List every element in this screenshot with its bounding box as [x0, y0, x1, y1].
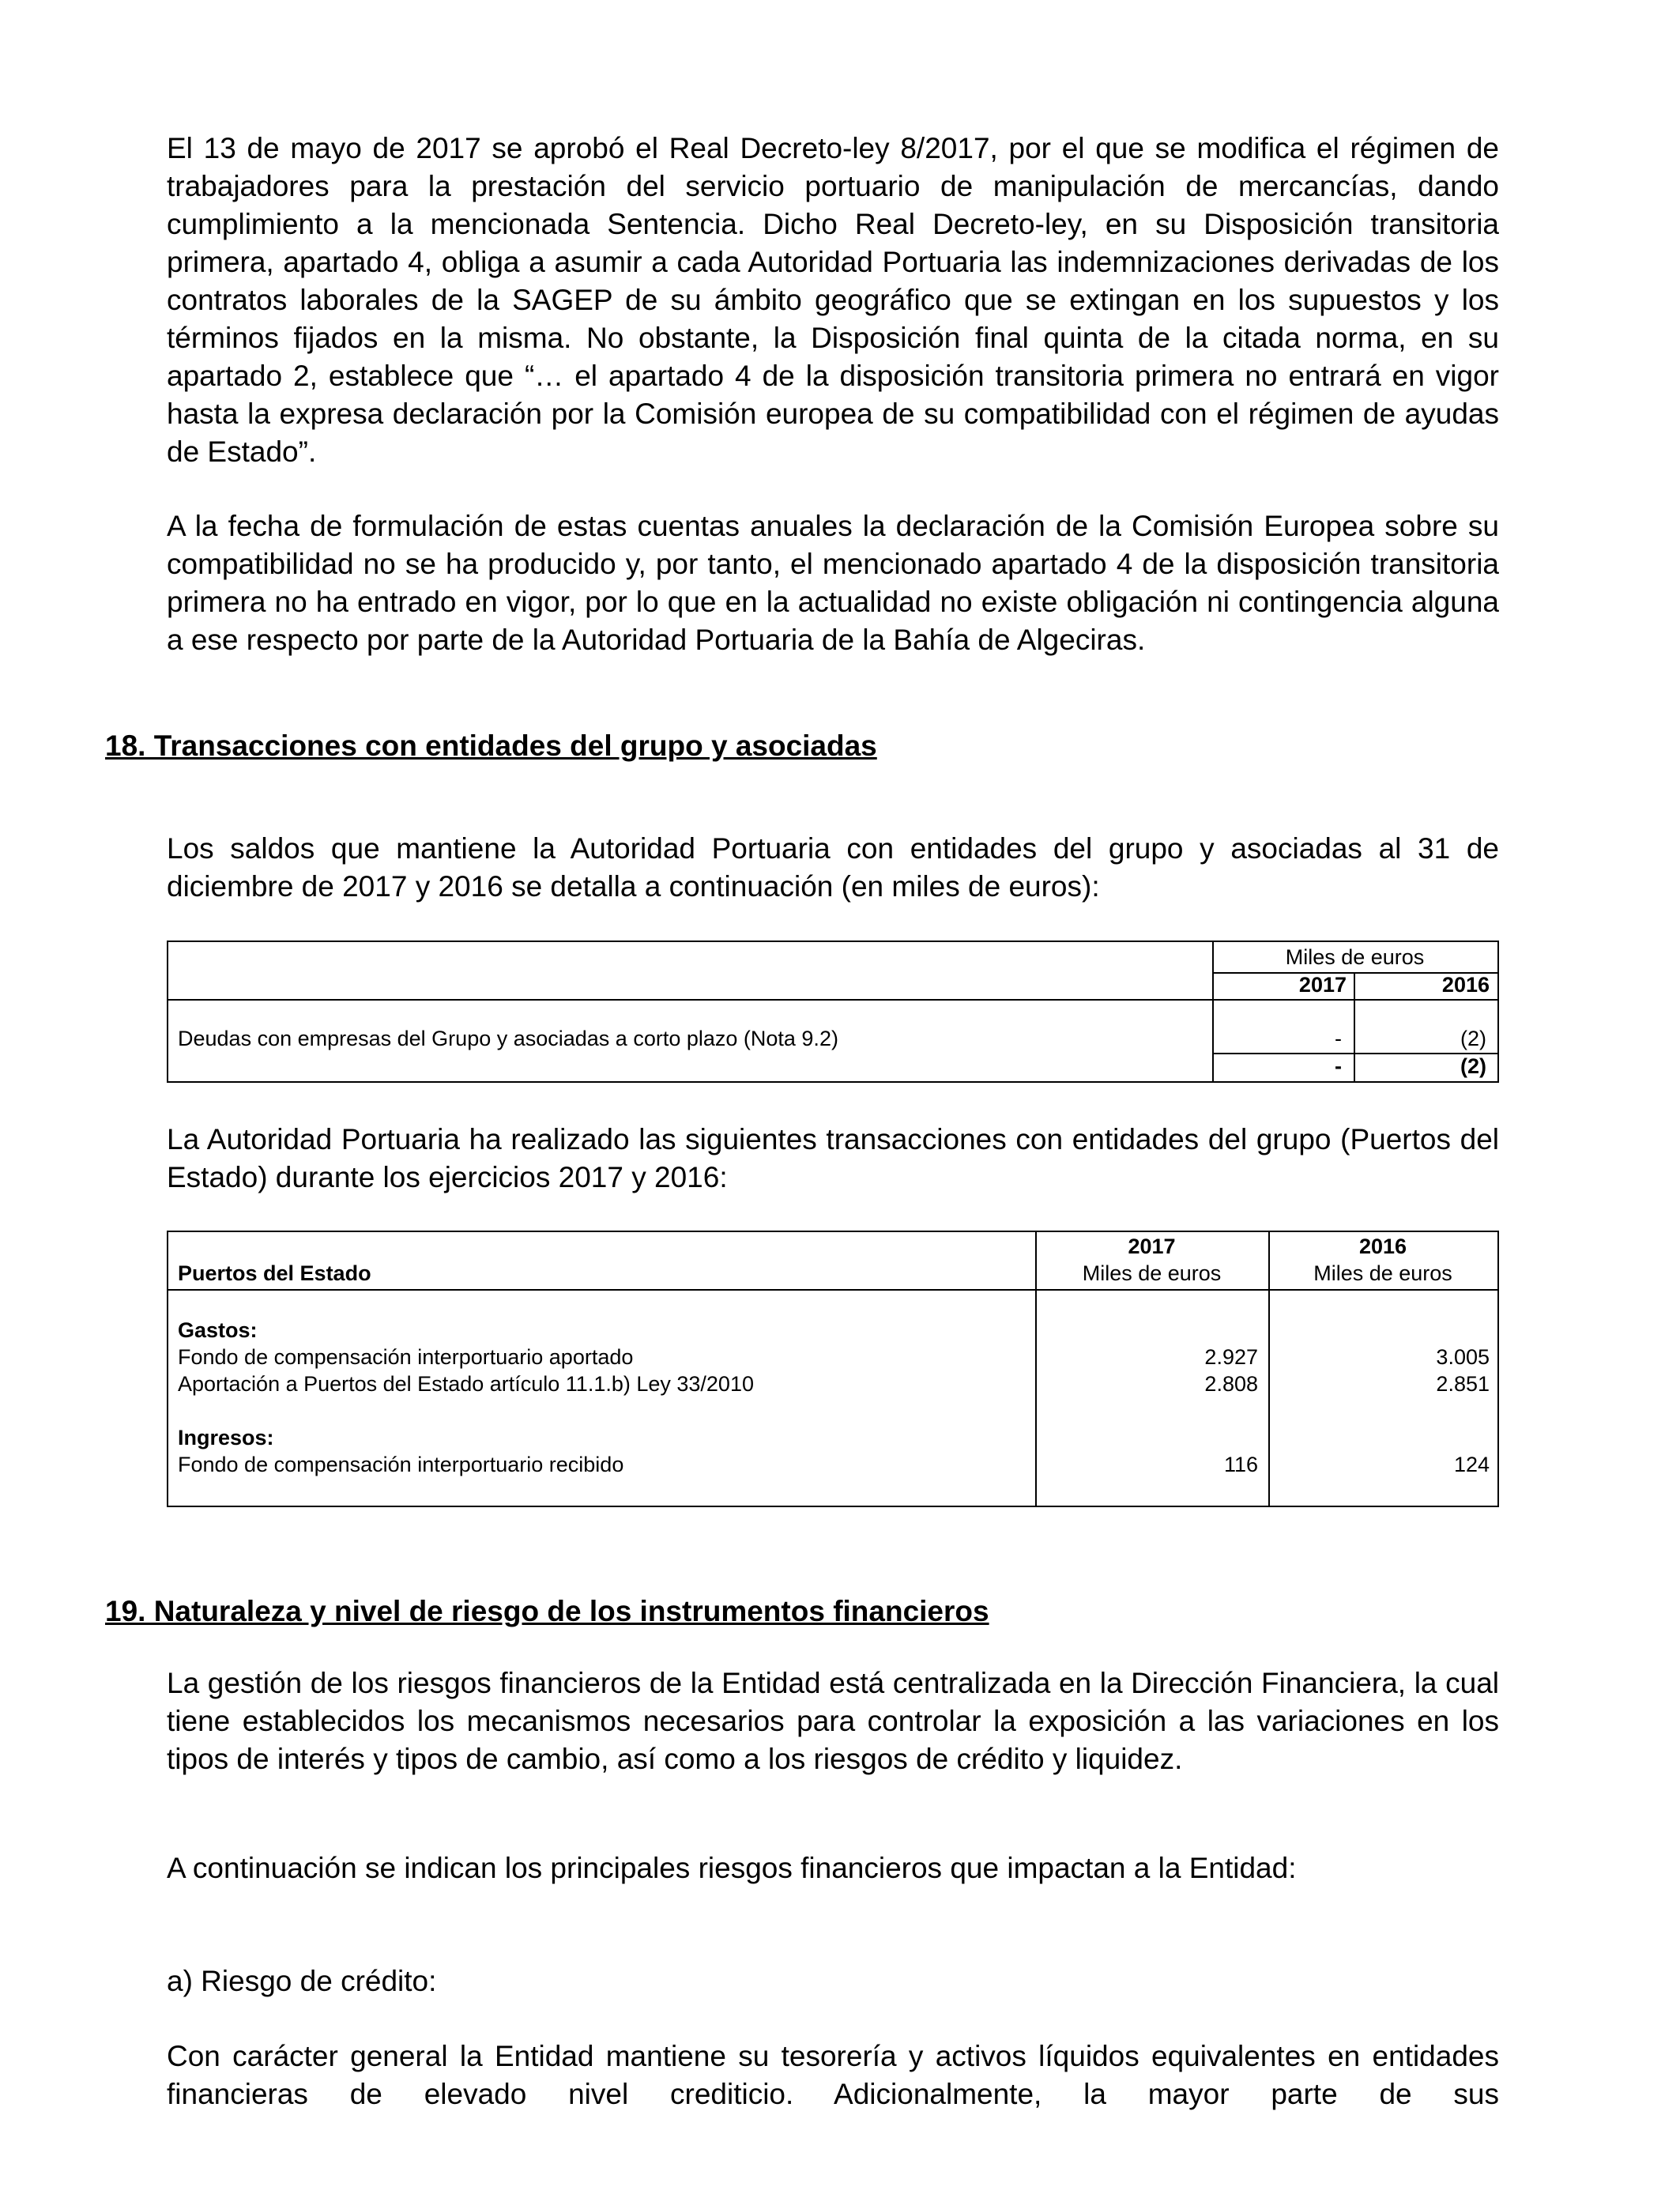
paragraph-caracter-general: Con carácter general la Entidad mantiene su tesorería y activos líquidos equivalentes en entidades financieras de elevado nivel crediticio. Adicionalmente, la mayor parte de sus: [167, 2040, 1499, 2110]
table1-header-group: Miles de euros: [1285, 945, 1425, 969]
paragraph-gestion-riesgos: La gestión de los riesgos financieros de la Entidad está centralizada en la Dirección Financiera, la cual tiene establecidos los mecanismos necesarios para controlar la exposición a las variaciones en los tipos de interés y tipos de cambio, así como a los riesgos de crédito y liquidez.: [167, 1667, 1499, 1775]
transactions-table: [167, 1231, 1499, 1507]
table1-header-2016: 2016: [1441, 973, 1490, 997]
paragraph-transacciones: La Autoridad Portuaria ha realizado las siguientes transacciones con entidades del grupo (Puertos del Estado) durante los ejercicios 2017 y 2016:: [167, 1123, 1499, 1193]
paragraph-fecha-formulacion: A la fecha de formulación de estas cuentas anuales la declaración de la Comisión Europea sobre su compatibilidad no se ha producido y, por tanto, el mencionado apartado 4 de la disposición transitoria primera no ha entrado en vigor, por lo que en la actualidad no existe obligación ni contingencia alguna a ese respecto por parte de la Autoridad Portuaria de la Bahía de Algeciras.: [167, 510, 1499, 656]
subheading-riesgo-credito: a) Riesgo de crédito:: [167, 1965, 437, 1997]
table2-ingresos-row-2016: 124: [1453, 1453, 1490, 1476]
table2-title: Puertos del Estado: [178, 1261, 371, 1285]
table1-total-2016: (2): [1460, 1054, 1486, 1078]
table1-header-2017: 2017: [1298, 973, 1347, 997]
paragraph-principales-riesgos: A continuación se indican los principales riesgos financieros que impactan a la Entidad:: [167, 1852, 1297, 1884]
table2-header-year-2016: 2016: [1358, 1235, 1407, 1258]
paragraph-saldos: Los saldos que mantiene la Autoridad Portuaria con entidades del grupo y asociadas al 31 de diciembre de 2017 y 2016 se detalla a continuación (en miles de euros):: [167, 832, 1499, 903]
table2-gastos-row-2017: 2.927: [1204, 1345, 1258, 1369]
table2-header-unit-2017: Miles de euros: [1082, 1261, 1222, 1285]
table2-gastos-row-label: Aportación a Puertos del Estado artículo 11.1.b) Ley 33/2010: [178, 1372, 754, 1396]
section-heading-18: 18. Transacciones con entidades del grupo y asociadas: [105, 729, 877, 762]
table2-ingresos-label: Ingresos:: [178, 1426, 274, 1449]
paragraph-real-decreto: El 13 de mayo de 2017 se aprobó el Real Decreto-ley 8/2017, por el que se modifica el régimen de trabajadores para la prestación del servicio portuario de manipulación de mercancías, dando cumplimiento a la mencionada Sentencia. Dicho Real Decreto-ley, en su Disposición transitoria primera, apartado 4, obliga a asumir a cada Autoridad Portuaria las indemnizaciones derivadas de los contratos laborales de la SAGEP de su ámbito geográfico que se extingan en los supuestos y los términos fijados en la misma. No obstante, la Disposición final quinta de la citada norma, en su apartado 2, establece que “… el apartado 4 de la disposición transitoria primera no entrará en vigor hasta la expresa declaración por la Comisión europea de su compatibilidad con el régimen de ayudas de Estado”.: [167, 132, 1499, 468]
table2-gastos-row-2016: 3.005: [1436, 1345, 1490, 1369]
table2-ingresos-row-label: Fondo de compensación interportuario recibido: [178, 1453, 624, 1476]
table2-header-unit-2016: Miles de euros: [1313, 1261, 1452, 1285]
balances-table: [167, 941, 1499, 1083]
table2-gastos-row-label: Fondo de compensación interportuario aportado: [178, 1345, 634, 1369]
table2-header-year-2017: 2017: [1128, 1235, 1176, 1258]
table1-row-label: Deudas con empresas del Grupo y asociadas a corto plazo (Nota 9.2): [178, 1027, 838, 1050]
table2-ingresos-row-2017: 116: [1223, 1453, 1258, 1476]
table2-gastos-row-2017: 2.808: [1204, 1372, 1258, 1396]
table2-gastos-row-2016: 2.851: [1436, 1372, 1490, 1396]
table1-row-2016: (2): [1460, 1027, 1486, 1050]
section-heading-19: 19. Naturaleza y nivel de riesgo de los instrumentos financieros: [105, 1595, 989, 1627]
table1-row-2017: -: [1335, 1027, 1342, 1050]
table2-gastos-label: Gastos:: [178, 1318, 258, 1342]
table1-total-2017: -: [1335, 1054, 1342, 1078]
